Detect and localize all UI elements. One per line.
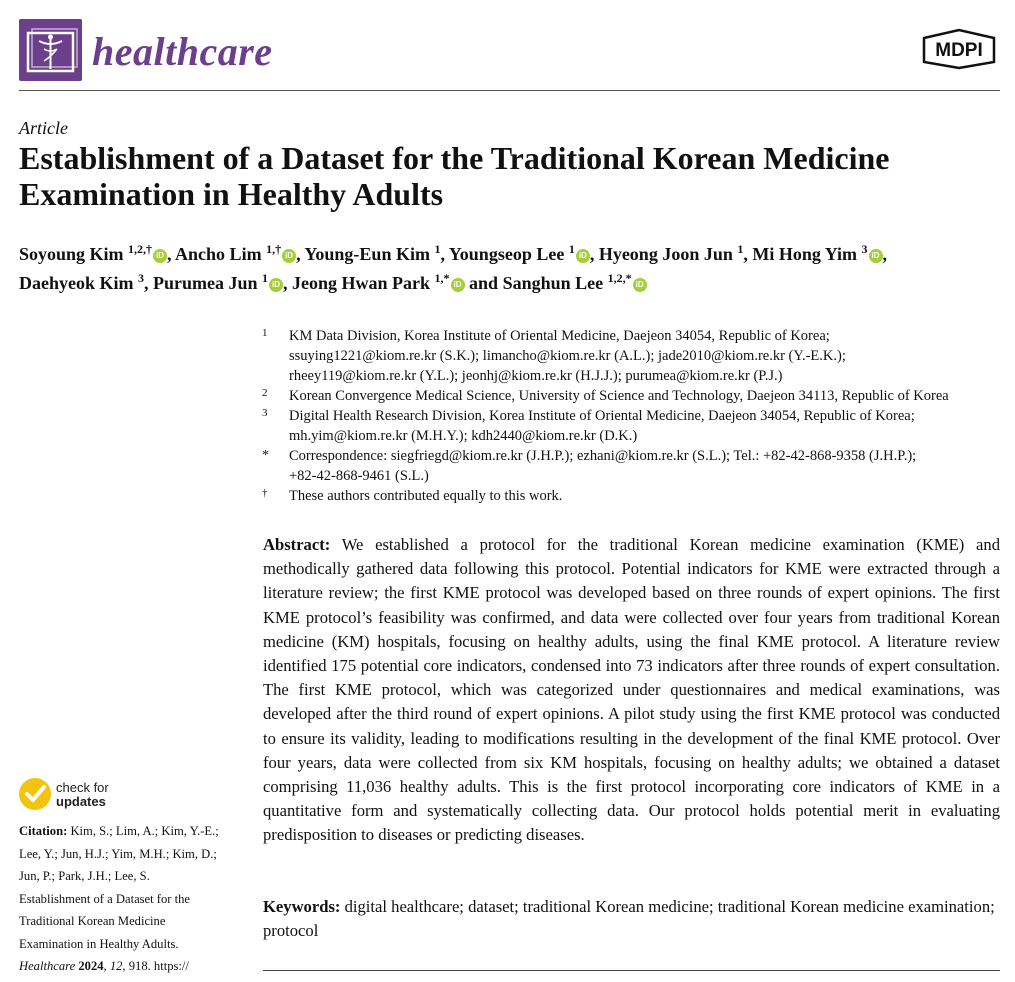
author-name[interactable]: Jeong Hwan Park — [292, 273, 431, 293]
keywords-text: digital healthcare; dataset; traditional Korean medicine; traditional Korean medicine examination; protocol — [263, 897, 995, 941]
abstract-label: Abstract: — [263, 535, 331, 554]
author-separator: and — [464, 273, 503, 293]
citation-link[interactable]: https:// — [153, 959, 189, 973]
author-affiliation-mark: 1 — [262, 271, 269, 285]
keywords — [263, 895, 1000, 943]
affiliation-mark: * — [262, 448, 269, 463]
affiliations — [262, 326, 1007, 506]
author-separator: , — [882, 244, 888, 264]
citation-journal-line: Healthcare 2024, 12, 918. https:// — [19, 959, 189, 973]
keywords-label: Keywords: — [263, 897, 341, 916]
author-separator: , — [743, 244, 753, 264]
author-name[interactable]: Hyeong Joon Jun — [598, 244, 733, 264]
abstract-divider — [263, 970, 1000, 971]
citation-volume: 12 — [109, 959, 123, 973]
author-separator: , — [440, 244, 449, 264]
orcid-icon[interactable]: iD — [633, 278, 647, 292]
affiliation-item — [262, 406, 1007, 446]
article-type: Article — [19, 118, 68, 138]
author-separator: , — [283, 273, 293, 293]
citation-year: 2024 — [78, 959, 104, 973]
author-name[interactable]: Young-Eun Kim — [304, 244, 430, 264]
mdpi-logo-icon — [918, 28, 1000, 70]
title-line-2: Examination in Healthy Adults — [19, 176, 444, 212]
abstract — [263, 533, 1000, 848]
affiliation-mark: 3 — [262, 407, 268, 419]
citation-line-4: Traditional Korean Medicine — [19, 914, 166, 928]
author-affiliation-mark: 1,† — [266, 242, 282, 256]
abstract-text: We established a protocol for the traditional Korean medicine examination (KME) and methodically gathered data following this protocol. Potential indicators for KME were extracted through a literature review; the first KME protocol was developed based on three rounds of expert opinions. The first KME protocol’s feasibility was confirmed, and data were collected over four years from traditional Korean medicine (KM) hospitals, focusing on healthy adults, using the final KME protocol. A literature review identified 175 potential core indicators, condensed into 73 indicators after three rounds of expert consultation. The first KME protocol, which was categorized under questionnaires and medical examinations, was developed after the third round of expert opinions. A pilot study using the first KME protocol was conducted to ensure its validity, leading to modifications resulting in the development of the final KME protocol. Over four years, data were collected from six KM hospitals, focusing on healthy adults; we obtained a dataset comprising 11,036 healthy adults. This is the first protocol incorporating core indicators of KME in a quantitative form and systematically collecting data. Our protocol holds potential merit in evaluating predisposition to diseases or predicting diseases. — [263, 535, 1000, 845]
citation-line-3: Establishment of a Dataset for the — [19, 891, 191, 906]
citation-line-1: Lee, Y.; Jun, H.J.; Yim, M.H.; Kim, D.; — [19, 846, 217, 861]
journal-name: healthcare — [92, 29, 273, 74]
author-separator: , — [589, 244, 599, 264]
author-name[interactable]: Sanghun Lee — [502, 273, 604, 293]
author-name[interactable]: Youngseop Lee — [448, 244, 565, 264]
author-affiliation-mark: 1,2,* — [607, 271, 632, 285]
affiliation-item — [262, 486, 1007, 506]
orcid-icon[interactable]: iD — [576, 249, 590, 263]
affiliation-mark: † — [262, 487, 268, 499]
affiliation-mark: 1 — [262, 327, 268, 339]
author-affiliation-mark: 1 — [434, 242, 441, 256]
orcid-icon[interactable]: iD — [282, 249, 296, 263]
citation-line-0: Kim, S.; Lim, A.; Kim, Y.-E.; — [70, 824, 219, 838]
author-affiliation-mark: 3 — [861, 242, 868, 256]
affiliation-line: ssuying1221@kiom.re.kr (S.K.); limancho@kiom.re.kr (A.L.); jade2010@kiom.re.kr (Y.-E.K.); — [289, 348, 846, 364]
affiliation-line: Korean Convergence Medical Science, University of Science and Technology, Daejeon 34113, Republic of Korea — [289, 388, 949, 404]
orcid-icon[interactable]: iD — [269, 278, 283, 292]
affiliation-line: mh.yim@kiom.re.kr (M.H.Y.); kdh2440@kiom.re.kr (D.K.) — [289, 428, 638, 444]
author-list — [19, 237, 1009, 295]
citation-label: Citation: — [19, 824, 68, 838]
citation-pages: , 918. — [122, 959, 151, 973]
journal-logo — [19, 19, 82, 81]
author-affiliation-mark: 3 — [138, 271, 144, 285]
citation-line-2: Jun, P.; Park, J.H.; Lee, S. — [19, 869, 150, 883]
author-separator: , — [144, 273, 153, 293]
check-updates-icon — [19, 778, 51, 810]
author-name[interactable]: Mi Hong Yim — [752, 244, 858, 264]
article-title — [19, 140, 1009, 212]
title-line-1: Establishment of a Dataset for the Traditional Korean Medicine — [19, 140, 890, 176]
affiliation-line: Digital Health Research Division, Korea Institute of Oriental Medicine, Daejeon 34054, Republic of Korea; — [289, 408, 915, 424]
author-name[interactable]: Soyoung Kim — [19, 244, 124, 264]
publisher-name: MDPI — [935, 40, 983, 61]
affiliation-item — [262, 446, 1007, 486]
affiliation-mark: 2 — [262, 387, 268, 399]
orcid-icon[interactable]: iD — [451, 278, 465, 292]
affiliation-line: KM Data Division, Korea Institute of Oriental Medicine, Daejeon 34054, Republic of Korea; — [289, 328, 830, 344]
affiliation-line: These authors contributed equally to this work. — [289, 488, 563, 504]
author-name[interactable]: Daehyeok Kim — [19, 273, 134, 293]
affiliation-line: +82-42-868-9461 (S.L.) — [289, 468, 429, 484]
header-divider — [19, 90, 1000, 91]
orcid-icon[interactable]: iD — [153, 249, 167, 263]
affiliation-item — [262, 386, 1007, 406]
author-name[interactable]: Ancho Lim — [175, 244, 262, 264]
affiliation-line: Correspondence: siegfriegd@kiom.re.kr (J.H.P.); ezhani@kiom.re.kr (S.L.); Tel.: +82-42-868-9358 (J.H.P.); — [289, 448, 917, 464]
author-affiliation-mark: 1 — [568, 242, 575, 256]
author-affiliation-mark: 1 — [737, 242, 744, 256]
citation-block — [19, 820, 244, 978]
author-affiliation-mark: 1,2,† — [128, 242, 153, 256]
author-separator: , — [296, 244, 305, 264]
author-name[interactable]: Purumea Jun — [153, 273, 258, 293]
affiliation-line: rheey119@kiom.re.kr (Y.L.); jeonhj@kiom.re.kr (H.J.J.); purumea@kiom.re.kr (P.J.) — [289, 368, 783, 384]
check-for-label: check for — [56, 780, 109, 795]
orcid-icon[interactable]: iD — [869, 249, 883, 263]
citation-journal: Healthcare — [19, 959, 76, 973]
updates-label: updates — [56, 794, 106, 809]
affiliation-item — [262, 326, 1007, 386]
author-affiliation-mark: 1,* — [434, 271, 450, 285]
author-separator: , — [167, 244, 176, 264]
citation-line-5: Examination in Healthy Adults. — [19, 936, 179, 951]
caduceus-icon — [19, 19, 82, 81]
